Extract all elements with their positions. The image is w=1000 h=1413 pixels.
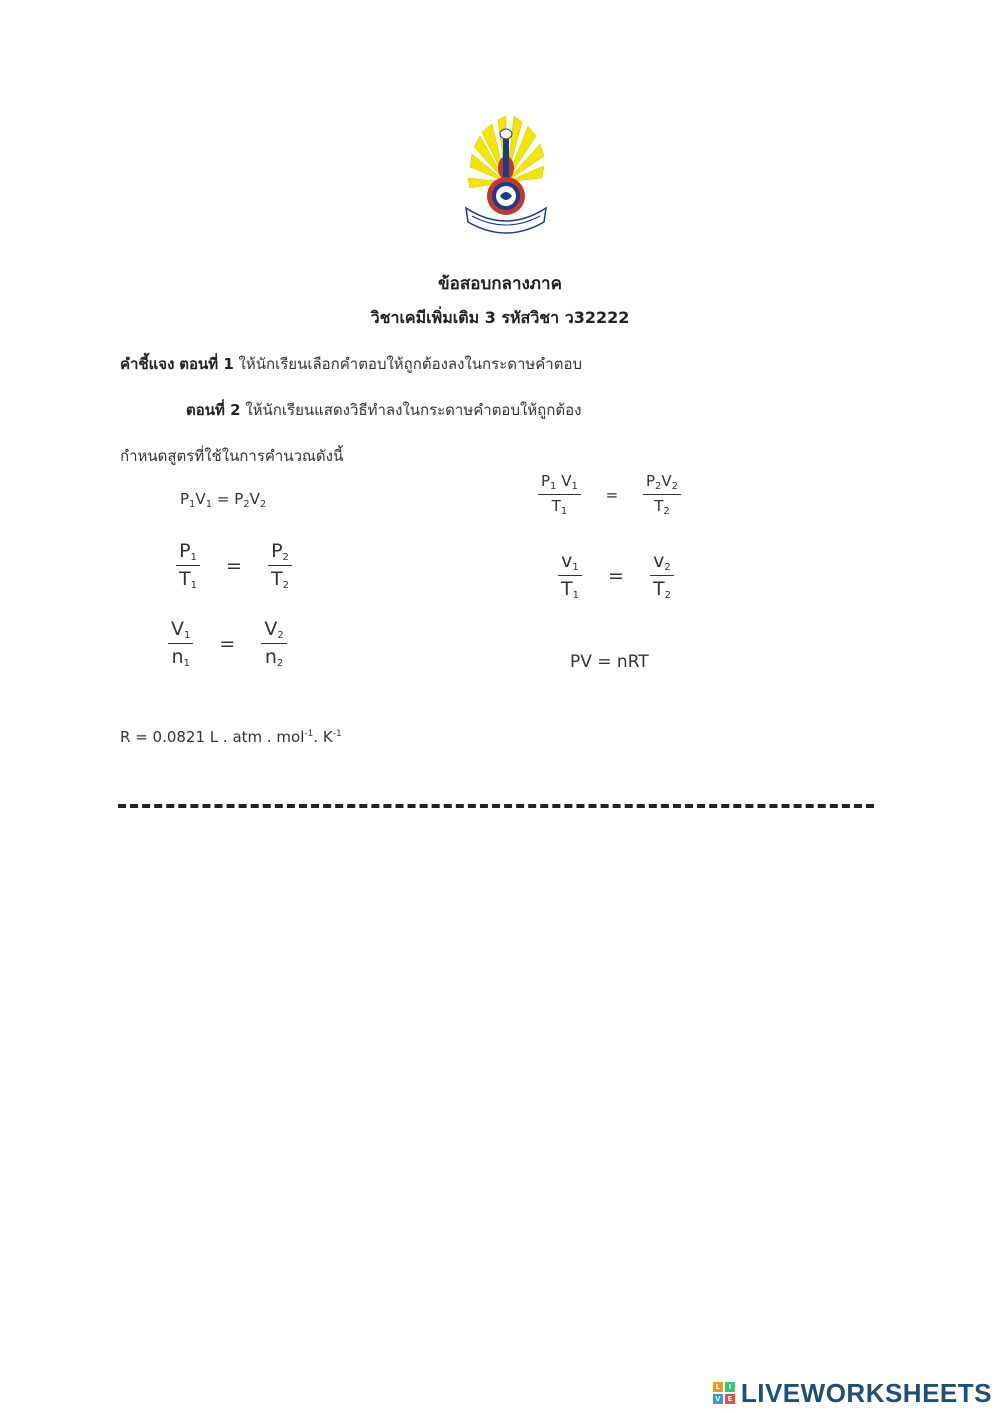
instruction-label: คำชี้แจง	[120, 355, 175, 373]
brand-text: LIVEWORKSHEETS	[740, 1377, 992, 1408]
exam-title: ข้อสอบกลางภาค	[438, 274, 562, 294]
part1-text: ให้นักเรียนเลือกคำตอบให้ถูกต้องลงในกระดาษคำตอบ	[238, 355, 582, 373]
brand-blocks-icon: L I V E	[713, 1382, 735, 1404]
liveworksheets-logo	[713, 1378, 992, 1408]
gas-constant: R = 0.0821 L . atm . mol$^{-1}$. $K^{-1}$	[120, 728, 342, 746]
charles-law-formula: $\frac{v_1}{T_1}$ = $\frac{v_2}{T_2}$	[558, 550, 674, 601]
avogadro-formula: $\frac{V_1}{n_1}$ = $\frac{V_2}{n_2}$	[168, 618, 287, 669]
section-divider	[118, 804, 874, 808]
school-emblem-icon	[462, 112, 550, 242]
combined-gas-formula: $\frac{P_1 V_1}{T_1}$ = $\frac{P_2V_2}{T_2}$	[538, 472, 681, 517]
ideal-gas-formula: PV = nRT	[570, 652, 649, 672]
gay-lussac-formula: $\frac{P_1}{T_1}$ = $\frac{P_2}{T_2}$	[176, 540, 292, 591]
part2-label: ตอนที่ 2	[186, 401, 241, 419]
exam-subtitle: วิชาเคมีเพิ่มเติม 3 รหัสวิชา ว32222	[370, 308, 630, 327]
part1-label: ตอนที่ 1	[179, 355, 234, 373]
part2-text: ให้นักเรียนแสดงวิธีทำลงในกระดาษคำตอบให้ถูกต้อง	[245, 401, 582, 419]
instruction-part2	[186, 398, 581, 422]
formulas-intro: กำหนดสูตรที่ใช้ในการคำนวณดังนี้	[120, 447, 344, 465]
boyle-law-formula: $P_1V_1 = P_2V_2$	[180, 490, 267, 510]
instruction-part1	[120, 352, 582, 376]
